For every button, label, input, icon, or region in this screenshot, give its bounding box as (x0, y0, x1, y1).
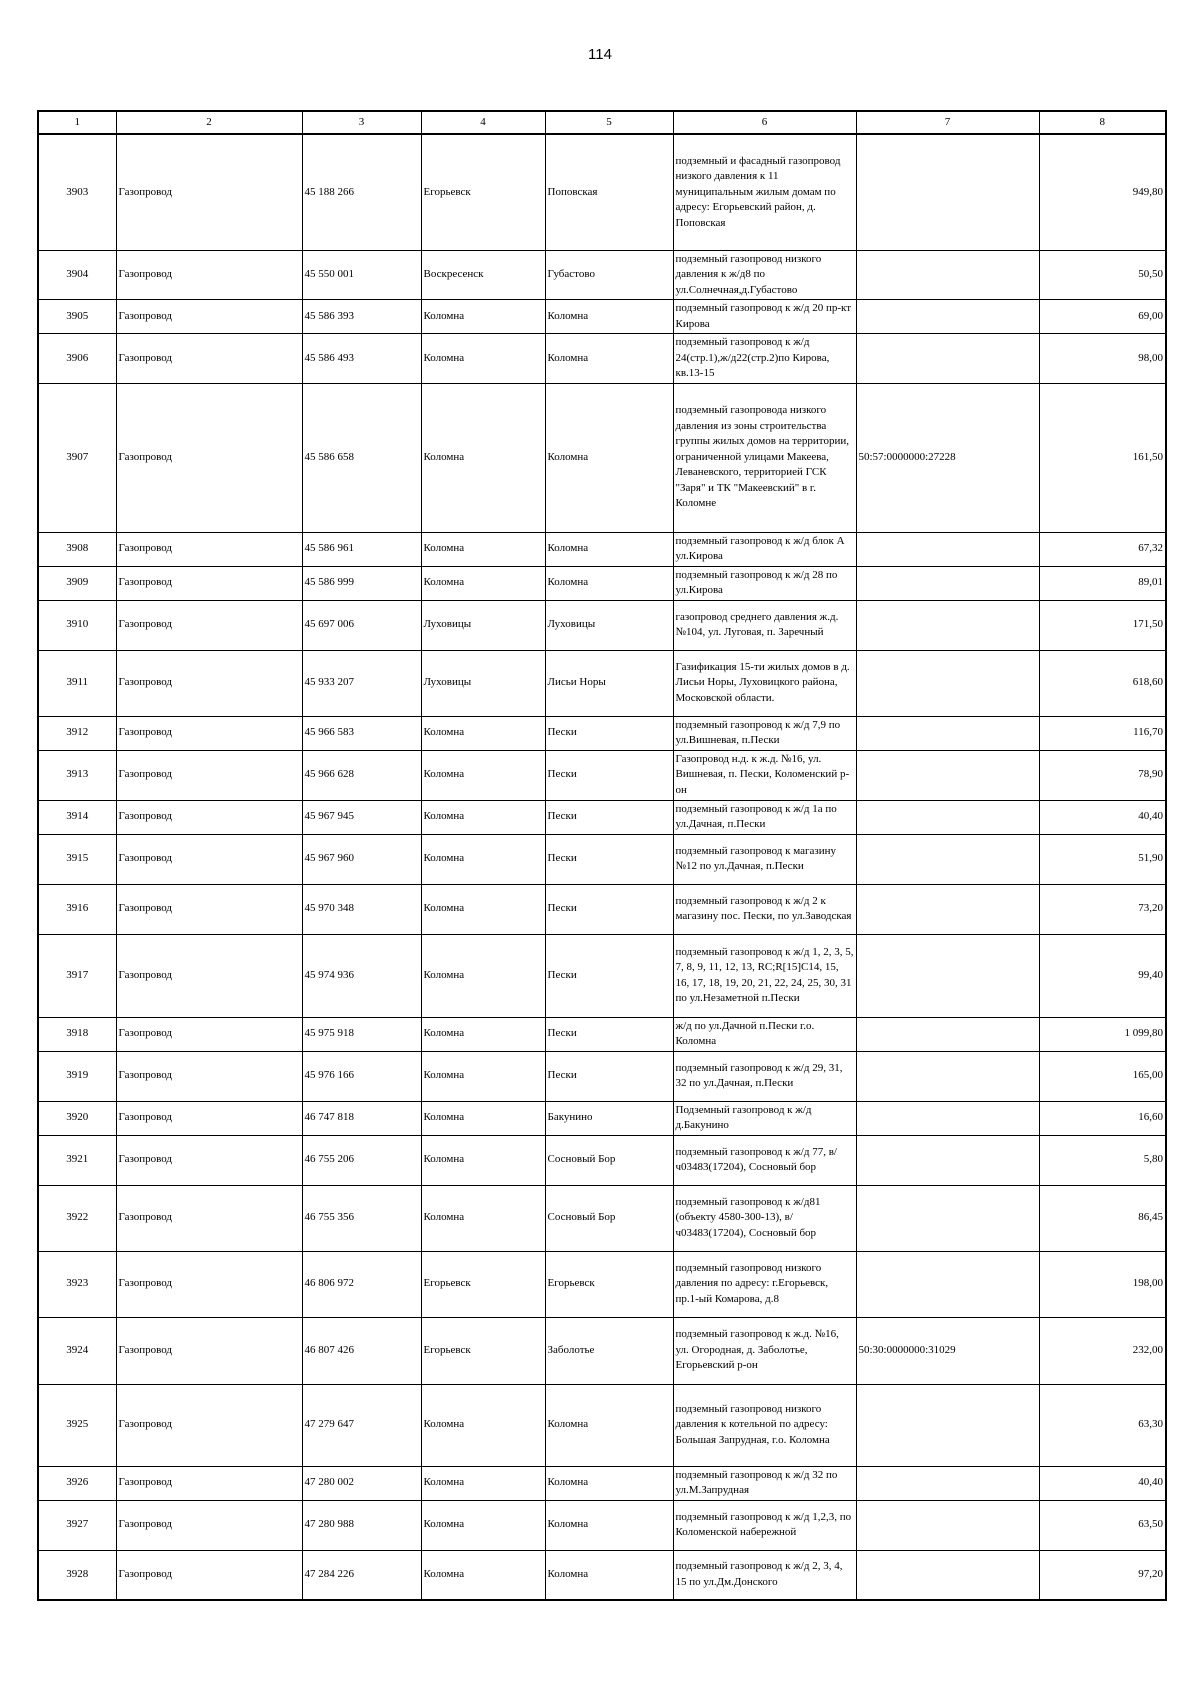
table-row (38, 1500, 1166, 1550)
object-code-cell: 45 697 006 (302, 600, 421, 650)
cadastral-number-cell (856, 1500, 1039, 1550)
object-code-cell: 47 284 226 (302, 1550, 421, 1600)
object-description-cell: подземный газопровод к ж/д 20 пр-кт Кирова (673, 300, 856, 334)
cadastral-number-cell (856, 1384, 1039, 1466)
row-number-cell: 3927 (38, 1500, 116, 1550)
object-code-cell: 45 967 945 (302, 800, 421, 834)
length-value-cell: 949,80 (1039, 134, 1166, 250)
settlement-cell: Коломна (545, 383, 673, 532)
object-type-cell: Газопровод (116, 884, 302, 934)
length-value-cell: 73,20 (1039, 884, 1166, 934)
length-value-cell: 50,50 (1039, 250, 1166, 300)
object-code-cell: 45 586 961 (302, 532, 421, 566)
length-value-cell: 86,45 (1039, 1185, 1166, 1251)
municipality-cell: Коломна (421, 834, 545, 884)
object-code-cell: 45 966 583 (302, 716, 421, 750)
object-description-cell: Подземный газопровод к ж/д д.Бакунино (673, 1101, 856, 1135)
object-type-cell: Газопровод (116, 600, 302, 650)
cadastral-number-cell (856, 800, 1039, 834)
table-row (38, 566, 1166, 600)
object-description-cell: подземный и фасадный газопровод низкого давления к 11 муниципальным жилым домам по адресу: Егорьевский район, д. Поповская (673, 134, 856, 250)
cadastral-number-cell (856, 1550, 1039, 1600)
row-number-cell: 3926 (38, 1466, 116, 1500)
object-type-cell: Газопровод (116, 300, 302, 334)
row-number-cell: 3904 (38, 250, 116, 300)
object-type-cell: Газопровод (116, 1466, 302, 1500)
object-code-cell: 45 967 960 (302, 834, 421, 884)
row-number-cell: 3914 (38, 800, 116, 834)
row-number-cell: 3925 (38, 1384, 116, 1466)
settlement-cell: Сосновый Бор (545, 1135, 673, 1185)
cadastral-number-cell (856, 566, 1039, 600)
settlement-cell: Заболотье (545, 1317, 673, 1384)
length-value-cell: 16,60 (1039, 1101, 1166, 1135)
object-code-cell: 45 586 658 (302, 383, 421, 532)
object-code-cell: 47 280 002 (302, 1466, 421, 1500)
length-value-cell: 40,40 (1039, 800, 1166, 834)
municipality-cell: Коломна (421, 566, 545, 600)
object-code-cell: 46 807 426 (302, 1317, 421, 1384)
settlement-cell: Коломна (545, 1384, 673, 1466)
cadastral-number-cell (856, 884, 1039, 934)
table-row (38, 1384, 1166, 1466)
municipality-cell: Коломна (421, 383, 545, 532)
object-description-cell: подземный газопровод к ж/д 1а по ул.Дачная, п.Пески (673, 800, 856, 834)
settlement-cell: Коломна (545, 334, 673, 384)
row-number-cell: 3907 (38, 383, 116, 532)
cadastral-number-cell: 50:57:0000000:27228 (856, 383, 1039, 532)
municipality-cell: Коломна (421, 750, 545, 800)
length-value-cell: 67,32 (1039, 532, 1166, 566)
registry-body (38, 134, 1166, 1600)
settlement-cell: Луховицы (545, 600, 673, 650)
row-number-cell: 3928 (38, 1550, 116, 1600)
settlement-cell: Егорьевск (545, 1251, 673, 1317)
object-type-cell: Газопровод (116, 134, 302, 250)
municipality-cell: Коломна (421, 1500, 545, 1550)
table-row (38, 750, 1166, 800)
municipality-cell: Коломна (421, 1185, 545, 1251)
row-number-cell: 3922 (38, 1185, 116, 1251)
row-number-cell: 3905 (38, 300, 116, 334)
cadastral-number-cell (856, 600, 1039, 650)
municipality-cell: Коломна (421, 1384, 545, 1466)
object-code-cell: 45 933 207 (302, 650, 421, 716)
table-row (38, 250, 1166, 300)
row-number-cell: 3924 (38, 1317, 116, 1384)
object-description-cell: подземный газопровод к ж/д 24(стр.1),ж/д22(стр.2)по Кирова, кв.13-15 (673, 334, 856, 384)
table-row (38, 934, 1166, 1017)
cadastral-number-cell (856, 1017, 1039, 1051)
table-row (38, 716, 1166, 750)
municipality-cell: Егорьевск (421, 1251, 545, 1317)
municipality-cell: Коломна (421, 884, 545, 934)
cadastral-number-cell (856, 1101, 1039, 1135)
object-type-cell: Газопровод (116, 834, 302, 884)
municipality-cell: Коломна (421, 1051, 545, 1101)
municipality-cell: Коломна (421, 716, 545, 750)
settlement-cell: Пески (545, 1051, 673, 1101)
length-value-cell: 98,00 (1039, 334, 1166, 384)
table-row (38, 1251, 1166, 1317)
object-code-cell: 45 550 001 (302, 250, 421, 300)
object-description-cell: подземный газопровод к ж/д 7,9 по ул.Вишневая, п.Пески (673, 716, 856, 750)
object-code-cell: 46 755 206 (302, 1135, 421, 1185)
length-value-cell: 171,50 (1039, 600, 1166, 650)
object-type-cell: Газопровод (116, 1384, 302, 1466)
object-code-cell: 45 586 393 (302, 300, 421, 334)
table-row (38, 600, 1166, 650)
row-number-cell: 3913 (38, 750, 116, 800)
column-number-row (38, 111, 1166, 134)
object-code-cell: 45 970 348 (302, 884, 421, 934)
object-type-cell: Газопровод (116, 1500, 302, 1550)
object-code-cell: 47 279 647 (302, 1384, 421, 1466)
object-type-cell: Газопровод (116, 750, 302, 800)
municipality-cell: Коломна (421, 300, 545, 334)
table-row (38, 532, 1166, 566)
object-type-cell: Газопровод (116, 650, 302, 716)
municipality-cell: Коломна (421, 334, 545, 384)
object-code-cell: 46 755 356 (302, 1185, 421, 1251)
object-description-cell: подземный газопровод низкого давления к котельной по адресу: Большая Запрудная, г.о. Коломна (673, 1384, 856, 1466)
cadastral-number-cell (856, 1185, 1039, 1251)
length-value-cell: 40,40 (1039, 1466, 1166, 1500)
settlement-cell: Сосновый Бор (545, 1185, 673, 1251)
cadastral-number-cell (856, 1135, 1039, 1185)
column-header: 3 (302, 111, 421, 134)
object-description-cell: Газопровод н.д. к ж.д. №16, ул. Вишневая, п. Пески, Коломенский р-он (673, 750, 856, 800)
settlement-cell: Пески (545, 716, 673, 750)
row-number-cell: 3923 (38, 1251, 116, 1317)
cadastral-number-cell (856, 250, 1039, 300)
object-type-cell: Газопровод (116, 532, 302, 566)
object-type-cell: Газопровод (116, 1017, 302, 1051)
settlement-cell: Губастово (545, 250, 673, 300)
row-number-cell: 3912 (38, 716, 116, 750)
object-code-cell: 45 586 999 (302, 566, 421, 600)
column-header: 7 (856, 111, 1039, 134)
settlement-cell: Поповская (545, 134, 673, 250)
length-value-cell: 63,50 (1039, 1500, 1166, 1550)
cadastral-number-cell (856, 532, 1039, 566)
row-number-cell: 3917 (38, 934, 116, 1017)
table-row (38, 800, 1166, 834)
table-row (38, 1550, 1166, 1600)
object-description-cell: подземный газопровод к ж/д 77, в/ч03483(17204), Сосновый бор (673, 1135, 856, 1185)
length-value-cell: 116,70 (1039, 716, 1166, 750)
table-row (38, 884, 1166, 934)
column-header: 4 (421, 111, 545, 134)
row-number-cell: 3910 (38, 600, 116, 650)
length-value-cell: 69,00 (1039, 300, 1166, 334)
municipality-cell: Егорьевск (421, 134, 545, 250)
object-description-cell: подземный газопровод к ж/д 2, 3, 4, 15 по ул.Дм.Донского (673, 1550, 856, 1600)
object-description-cell: подземный газопровода низкого давления из зоны строительства группы жилых домов на территории, ограниченной улицами Макеева, Леваневского, территорией ГСК "Заря" и ТК "Макеевский" в г. Коломне (673, 383, 856, 532)
object-code-cell: 46 747 818 (302, 1101, 421, 1135)
settlement-cell: Пески (545, 750, 673, 800)
object-description-cell: подземный газопровод к ж/д блок А ул.Кирова (673, 532, 856, 566)
object-description-cell: подземный газопровод к ж/д 32 по ул.М.Запрудная (673, 1466, 856, 1500)
object-type-cell: Газопровод (116, 1317, 302, 1384)
settlement-cell: Коломна (545, 1550, 673, 1600)
table-row (38, 834, 1166, 884)
settlement-cell: Коломна (545, 566, 673, 600)
table-row (38, 1017, 1166, 1051)
cadastral-number-cell (856, 716, 1039, 750)
object-description-cell: ж/д по ул.Дачной п.Пески г.о. Коломна (673, 1017, 856, 1051)
column-header: 6 (673, 111, 856, 134)
table-row (38, 1101, 1166, 1135)
length-value-cell: 63,30 (1039, 1384, 1166, 1466)
object-description-cell: Газификация 15-ти жилых домов в д. Лисьи Норы, Луховицкого района, Московской области. (673, 650, 856, 716)
page-number: 114 (588, 46, 612, 63)
cadastral-number-cell (856, 750, 1039, 800)
settlement-cell: Пески (545, 834, 673, 884)
cadastral-number-cell (856, 1466, 1039, 1500)
length-value-cell: 618,60 (1039, 650, 1166, 716)
object-description-cell: подземный газопровод к ж/д 1,2,3, по Коломенской набережной (673, 1500, 856, 1550)
registry-table (37, 110, 1167, 1601)
table-row (38, 334, 1166, 384)
municipality-cell: Луховицы (421, 650, 545, 716)
object-type-cell: Газопровод (116, 1185, 302, 1251)
object-description-cell: подземный газопровод к ж/д81 (объекту 4580-300-13), в/ч03483(17204), Сосновый бор (673, 1185, 856, 1251)
table-row (38, 1051, 1166, 1101)
column-header: 2 (116, 111, 302, 134)
municipality-cell: Коломна (421, 1550, 545, 1600)
object-type-cell: Газопровод (116, 1051, 302, 1101)
length-value-cell: 99,40 (1039, 934, 1166, 1017)
municipality-cell: Егорьевск (421, 1317, 545, 1384)
row-number-cell: 3908 (38, 532, 116, 566)
length-value-cell: 165,00 (1039, 1051, 1166, 1101)
table-row (38, 1135, 1166, 1185)
cadastral-number-cell (856, 334, 1039, 384)
object-type-cell: Газопровод (116, 334, 302, 384)
municipality-cell: Коломна (421, 1017, 545, 1051)
municipality-cell: Коломна (421, 1466, 545, 1500)
length-value-cell: 232,00 (1039, 1317, 1166, 1384)
municipality-cell: Коломна (421, 800, 545, 834)
object-type-cell: Газопровод (116, 1251, 302, 1317)
table-row (38, 1466, 1166, 1500)
cadastral-number-cell (856, 1251, 1039, 1317)
table-row (38, 1317, 1166, 1384)
object-description-cell: подземный газопровод к ж/д 29, 31, 32 по ул.Дачная, п.Пески (673, 1051, 856, 1101)
column-header: 8 (1039, 111, 1166, 134)
object-description-cell: подземный газопровод к магазину №12 по ул.Дачная, п.Пески (673, 834, 856, 884)
object-type-cell: Газопровод (116, 1550, 302, 1600)
row-number-cell: 3909 (38, 566, 116, 600)
settlement-cell: Лисьи Норы (545, 650, 673, 716)
object-description-cell: подземный газопровод к ж/д 28 по ул.Кирова (673, 566, 856, 600)
row-number-cell: 3903 (38, 134, 116, 250)
settlement-cell: Коломна (545, 1500, 673, 1550)
object-type-cell: Газопровод (116, 1101, 302, 1135)
object-description-cell: подземный газопровод к ж/д 2 к магазину пос. Пески, по ул.Заводская (673, 884, 856, 934)
object-description-cell: подземный газопровод к ж/д 1, 2, 3, 5, 7, 8, 9, 11, 12, 13, RC;R[15]C14, 15, 16, 17, 18, 19, 20, 21, 22, 24, 25, 30, 31 по ул.Незаметной п.Пески (673, 934, 856, 1017)
settlement-cell: Пески (545, 800, 673, 834)
table-row (38, 1185, 1166, 1251)
object-type-cell: Газопровод (116, 934, 302, 1017)
length-value-cell: 1 099,80 (1039, 1017, 1166, 1051)
cadastral-number-cell (856, 934, 1039, 1017)
object-type-cell: Газопровод (116, 716, 302, 750)
object-description-cell: газопровод среднего давления ж.д. №104, ул. Луговая, п. Заречный (673, 600, 856, 650)
settlement-cell: Коломна (545, 532, 673, 566)
table-row (38, 650, 1166, 716)
row-number-cell: 3915 (38, 834, 116, 884)
settlement-cell: Пески (545, 934, 673, 1017)
row-number-cell: 3921 (38, 1135, 116, 1185)
object-code-cell: 46 806 972 (302, 1251, 421, 1317)
object-code-cell: 45 966 628 (302, 750, 421, 800)
length-value-cell: 198,00 (1039, 1251, 1166, 1317)
table-row (38, 134, 1166, 250)
object-type-cell: Газопровод (116, 383, 302, 532)
object-type-cell: Газопровод (116, 566, 302, 600)
municipality-cell: Коломна (421, 934, 545, 1017)
length-value-cell: 161,50 (1039, 383, 1166, 532)
cadastral-number-cell (856, 300, 1039, 334)
municipality-cell: Коломна (421, 1101, 545, 1135)
object-code-cell: 45 976 166 (302, 1051, 421, 1101)
settlement-cell: Коломна (545, 300, 673, 334)
municipality-cell: Коломна (421, 1135, 545, 1185)
object-code-cell: 45 188 266 (302, 134, 421, 250)
object-code-cell: 45 974 936 (302, 934, 421, 1017)
object-type-cell: Газопровод (116, 250, 302, 300)
object-type-cell: Газопровод (116, 800, 302, 834)
length-value-cell: 97,20 (1039, 1550, 1166, 1600)
row-number-cell: 3906 (38, 334, 116, 384)
settlement-cell: Коломна (545, 1466, 673, 1500)
municipality-cell: Коломна (421, 532, 545, 566)
row-number-cell: 3919 (38, 1051, 116, 1101)
table-row (38, 383, 1166, 532)
row-number-cell: 3911 (38, 650, 116, 716)
column-header: 1 (38, 111, 116, 134)
row-number-cell: 3920 (38, 1101, 116, 1135)
cadastral-number-cell (856, 134, 1039, 250)
object-code-cell: 45 975 918 (302, 1017, 421, 1051)
cadastral-number-cell (856, 834, 1039, 884)
cadastral-number-cell: 50:30:0000000:31029 (856, 1317, 1039, 1384)
municipality-cell: Луховицы (421, 600, 545, 650)
row-number-cell: 3916 (38, 884, 116, 934)
object-type-cell: Газопровод (116, 1135, 302, 1185)
settlement-cell: Бакунино (545, 1101, 673, 1135)
object-description-cell: подземный газопровод низкого давления по адресу: г.Егорьевск, пр.1-ый Комарова, д.8 (673, 1251, 856, 1317)
length-value-cell: 89,01 (1039, 566, 1166, 600)
settlement-cell: Пески (545, 1017, 673, 1051)
cadastral-number-cell (856, 1051, 1039, 1101)
cadastral-number-cell (856, 650, 1039, 716)
table-row (38, 300, 1166, 334)
row-number-cell: 3918 (38, 1017, 116, 1051)
length-value-cell: 78,90 (1039, 750, 1166, 800)
object-description-cell: подземный газопровод низкого давления к ж/д8 по ул.Солнечная,д.Губастово (673, 250, 856, 300)
municipality-cell: Воскресенск (421, 250, 545, 300)
object-description-cell: подземный газопровод к ж.д. №16, ул. Огородная, д. Заболотье, Егорьевский р-он (673, 1317, 856, 1384)
object-code-cell: 45 586 493 (302, 334, 421, 384)
settlement-cell: Пески (545, 884, 673, 934)
length-value-cell: 5,80 (1039, 1135, 1166, 1185)
object-code-cell: 47 280 988 (302, 1500, 421, 1550)
column-header: 5 (545, 111, 673, 134)
length-value-cell: 51,90 (1039, 834, 1166, 884)
